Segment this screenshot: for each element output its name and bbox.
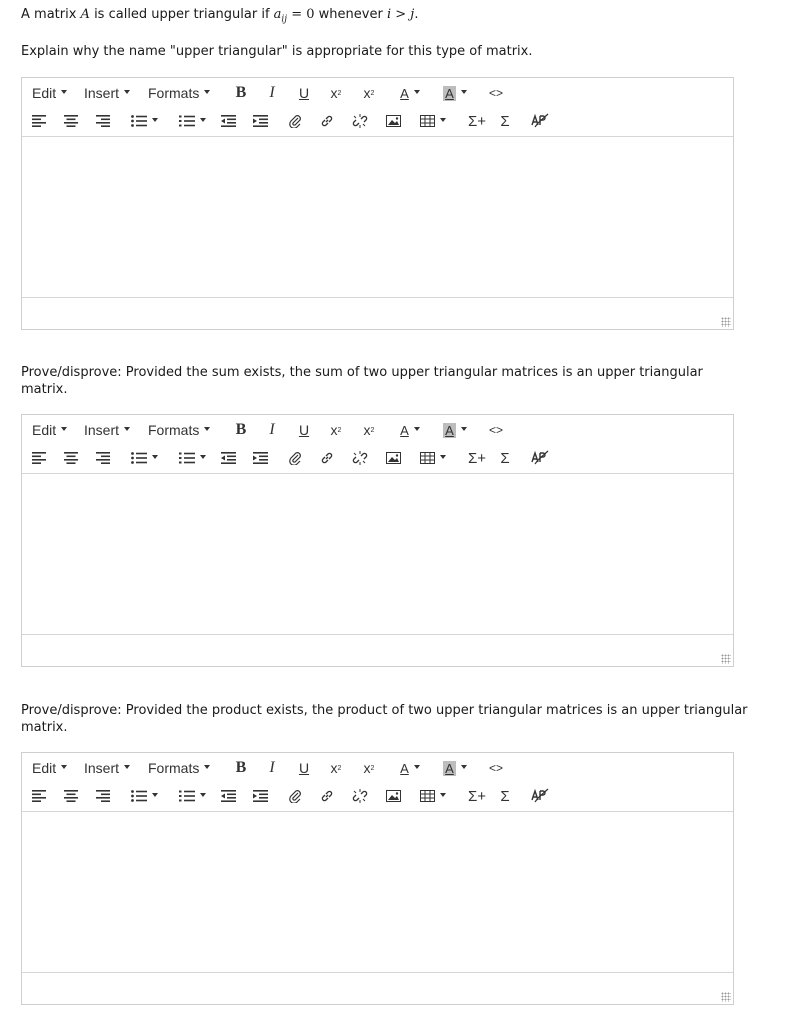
numbered-list-button[interactable]	[176, 783, 208, 809]
align-left-icon	[32, 452, 46, 464]
link-button[interactable]	[318, 445, 336, 471]
bold-button[interactable]: B	[235, 84, 247, 101]
align-right-icon	[96, 790, 110, 802]
background-color-icon: A	[445, 422, 454, 438]
align-left-button[interactable]	[30, 108, 48, 134]
table-button[interactable]	[418, 108, 448, 134]
matrix-symbol: A	[80, 7, 90, 22]
chevron-down-icon	[124, 90, 130, 94]
equation-icon: Σ+	[467, 112, 487, 130]
numbered-list-icon	[179, 790, 195, 802]
align-right-icon	[96, 115, 110, 127]
text-color-icon: A	[400, 422, 409, 438]
source-code-button[interactable]: <>	[488, 86, 503, 100]
align-center-icon	[64, 452, 78, 464]
bullet-list-button[interactable]	[128, 445, 160, 471]
source-code-button[interactable]: <>	[488, 761, 503, 775]
chevron-down-icon	[61, 427, 67, 431]
indent-button[interactable]	[251, 445, 269, 471]
attachment-icon	[288, 789, 302, 803]
edit-menu[interactable]: Edit	[32, 80, 67, 106]
text-color-button[interactable]	[395, 80, 425, 106]
bullet-list-icon	[131, 790, 147, 802]
align-right-icon	[96, 452, 110, 464]
unlink-button[interactable]	[350, 445, 370, 471]
sigma-icon: Σ	[500, 112, 510, 130]
editor-statusbar	[22, 972, 733, 1004]
unlink-icon	[352, 114, 368, 128]
text-color-icon: A	[400, 85, 409, 101]
insert-menu[interactable]: Insert	[84, 80, 130, 106]
outdent-button[interactable]	[219, 445, 237, 471]
indent-icon	[253, 115, 268, 127]
toolbar-row-1	[22, 417, 733, 443]
resize-grip-icon[interactable]	[721, 992, 731, 1002]
table-icon	[420, 115, 435, 127]
unlink-button[interactable]	[350, 108, 370, 134]
align-left-button[interactable]	[30, 445, 48, 471]
superscript-button[interactable]: x 2	[363, 422, 375, 438]
formats-menu[interactable]: Formats	[148, 80, 210, 106]
editor-content-area[interactable]	[22, 137, 733, 299]
link-button[interactable]	[318, 108, 336, 134]
editor-statusbar	[22, 634, 733, 666]
link-button[interactable]	[318, 783, 336, 809]
bold-button[interactable]: B	[235, 421, 247, 438]
bullet-list-button[interactable]	[128, 783, 160, 809]
superscript-button[interactable]: x 2	[363, 85, 375, 101]
indent-button[interactable]	[251, 108, 269, 134]
bold-button[interactable]: B	[235, 759, 247, 776]
align-right-button[interactable]	[94, 783, 112, 809]
spellcheck-icon	[531, 450, 549, 466]
text-color-icon: A	[400, 760, 409, 776]
align-center-icon	[64, 115, 78, 127]
outdent-icon	[221, 452, 236, 464]
editor-toolbar	[22, 753, 733, 812]
sigma-button[interactable]	[496, 445, 514, 471]
table-button[interactable]	[418, 445, 448, 471]
spellcheck-button[interactable]	[530, 445, 550, 471]
chevron-down-icon	[61, 90, 67, 94]
edit-menu[interactable]: Edit	[32, 417, 67, 443]
attachment-icon	[288, 114, 302, 128]
chevron-down-icon	[204, 90, 210, 94]
background-color-button[interactable]	[438, 755, 472, 781]
numbered-list-button[interactable]	[176, 445, 208, 471]
indent-button[interactable]	[251, 783, 269, 809]
italic-button[interactable]: I	[269, 421, 275, 438]
formats-menu[interactable]: Formats	[148, 417, 210, 443]
italic-button[interactable]: I	[269, 84, 275, 101]
bullet-list-button[interactable]	[128, 108, 160, 134]
spellcheck-icon	[531, 113, 549, 129]
text-color-button[interactable]	[395, 755, 425, 781]
indent-icon	[253, 452, 268, 464]
superscript-button[interactable]: x 2	[363, 760, 375, 776]
question-1-text: Explain why the name "upper triangular" is appropriate for this type of matrix.	[21, 44, 533, 59]
numbered-list-icon	[179, 115, 195, 127]
resize-grip-icon[interactable]	[721, 654, 731, 664]
attachment-button[interactable]	[286, 783, 304, 809]
chevron-down-icon	[124, 427, 130, 431]
equation-button[interactable]	[466, 783, 488, 809]
image-icon	[386, 790, 401, 802]
attachment-button[interactable]	[286, 108, 304, 134]
attachment-icon	[288, 451, 302, 465]
align-right-button[interactable]	[94, 108, 112, 134]
outdent-icon	[221, 115, 236, 127]
chevron-down-icon	[61, 765, 67, 769]
answer-editor-2	[21, 414, 734, 667]
underline-button[interactable]: U	[298, 760, 310, 776]
answer-editor-3	[21, 752, 734, 1005]
insert-menu[interactable]: Insert	[84, 417, 130, 443]
outdent-icon	[221, 790, 236, 802]
toolbar-row-1	[22, 755, 733, 781]
source-code-button[interactable]: <>	[488, 423, 503, 437]
align-right-button[interactable]	[94, 445, 112, 471]
unlink-button[interactable]	[350, 783, 370, 809]
italic-button[interactable]: I	[269, 759, 275, 776]
spellcheck-button[interactable]	[530, 783, 550, 809]
align-center-button[interactable]	[62, 108, 80, 134]
align-left-button[interactable]	[30, 783, 48, 809]
resize-grip-icon[interactable]	[721, 317, 731, 327]
equation-icon: Σ+	[467, 787, 487, 805]
sigma-icon: Σ	[500, 787, 510, 805]
indent-icon	[253, 790, 268, 802]
subscript-button[interactable]: x 2	[330, 422, 342, 438]
editor-content-area[interactable]	[22, 474, 733, 636]
table-button[interactable]	[418, 783, 448, 809]
formats-menu[interactable]: Formats	[148, 755, 210, 781]
equation-icon: Σ+	[467, 449, 487, 467]
sigma-button[interactable]	[496, 783, 514, 809]
align-left-icon	[32, 790, 46, 802]
table-icon	[420, 790, 435, 802]
link-icon	[320, 451, 334, 465]
intro-definition: A matrix A is called upper triangular if $a_{ij} = 0$ whenever i > j.	[21, 7, 419, 25]
align-left-icon	[32, 115, 46, 127]
editor-content-area[interactable]	[22, 812, 733, 974]
sigma-button[interactable]	[496, 108, 514, 134]
answer-editor-1	[21, 77, 734, 330]
image-button[interactable]	[384, 783, 402, 809]
align-center-button[interactable]	[62, 445, 80, 471]
question-2-text: Prove/disprove: Provided the sum exists, the sum of two upper triangular matrices is an upper triangular matrix.	[21, 365, 703, 397]
image-icon	[386, 115, 401, 127]
numbered-list-button[interactable]	[176, 108, 208, 134]
chevron-down-icon	[204, 765, 210, 769]
toolbar-row-2	[22, 783, 733, 809]
toolbar-row-1	[22, 80, 733, 106]
underline-button[interactable]: U	[298, 422, 310, 438]
background-color-icon: A	[445, 760, 454, 776]
numbered-list-icon	[179, 452, 195, 464]
bullet-list-icon	[131, 115, 147, 127]
toolbar-row-2	[22, 108, 733, 134]
edit-menu[interactable]: Edit	[32, 755, 67, 781]
image-button[interactable]	[384, 445, 402, 471]
insert-menu[interactable]: Insert	[84, 755, 130, 781]
question-3-text: Prove/disprove: Provided the product exists, the product of two upper triangular matrices is an upper triangular matrix.	[21, 703, 748, 735]
spellcheck-icon	[531, 788, 549, 804]
background-color-button[interactable]	[438, 80, 472, 106]
sigma-icon: Σ	[500, 449, 510, 467]
attachment-button[interactable]	[286, 445, 304, 471]
unlink-icon	[352, 789, 368, 803]
background-color-button[interactable]	[438, 417, 472, 443]
entry-symbol: $a_{ij}$	[273, 7, 288, 25]
align-center-button[interactable]	[62, 783, 80, 809]
text-color-button[interactable]	[395, 417, 425, 443]
bullet-list-icon	[131, 452, 147, 464]
toolbar-row-2	[22, 445, 733, 471]
equation-button[interactable]	[466, 108, 488, 134]
equation-button[interactable]	[466, 445, 488, 471]
unlink-icon	[352, 451, 368, 465]
editor-statusbar	[22, 297, 733, 329]
link-icon	[320, 789, 334, 803]
underline-button[interactable]: U	[298, 85, 310, 101]
image-icon	[386, 452, 401, 464]
chevron-down-icon	[124, 765, 130, 769]
outdent-button[interactable]	[219, 783, 237, 809]
align-center-icon	[64, 790, 78, 802]
spellcheck-button[interactable]	[530, 108, 550, 134]
outdent-button[interactable]	[219, 108, 237, 134]
subscript-button[interactable]: x 2	[330, 760, 342, 776]
image-button[interactable]	[384, 108, 402, 134]
subscript-button[interactable]: x 2	[330, 85, 342, 101]
background-color-icon: A	[445, 85, 454, 101]
chevron-down-icon	[204, 427, 210, 431]
table-icon	[420, 452, 435, 464]
link-icon	[320, 114, 334, 128]
editor-toolbar	[22, 78, 733, 137]
editor-toolbar	[22, 415, 733, 474]
